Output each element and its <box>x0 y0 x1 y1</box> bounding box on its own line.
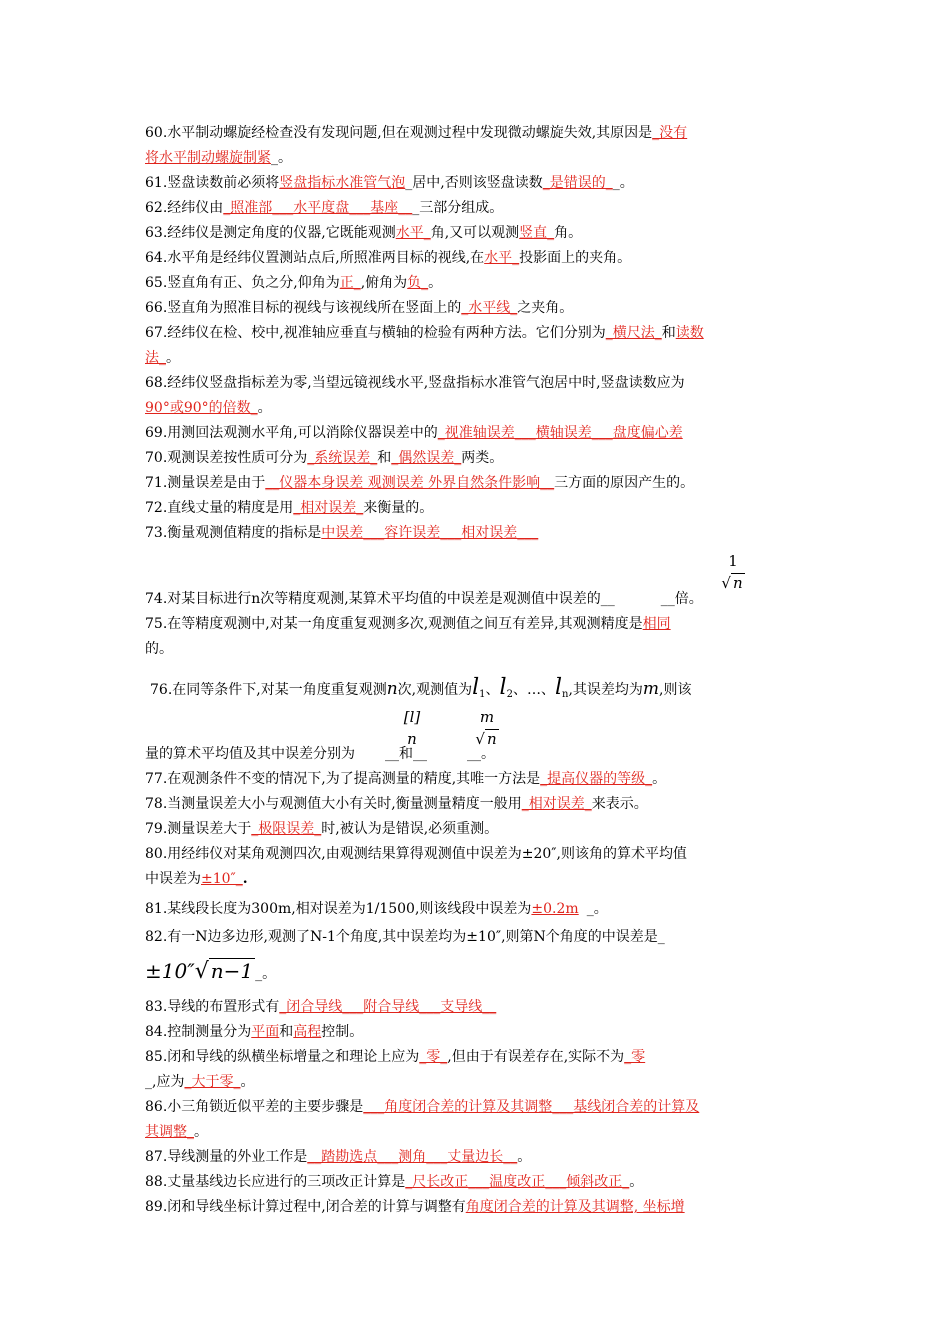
question-67: 67.经纬仪在检、校中,视准轴应垂直与横轴的检验有两种方法。它们分别为_横尺法_和读数 法_。 <box>145 325 704 366</box>
question-74: 74.对某目标进行n次等精度观测,某算术平均值的中误差是观测值中误差的__ __倍。 <box>145 591 703 607</box>
question-88: 88.丈量基线边长应进行的三项改正计算是_尺长改正___温度改正___倾斜改正_。 <box>145 1174 644 1190</box>
question-81: 81.某线段长度为300m,相对误差为1/1500,则该线段中误差为±0.2m _。 <box>145 901 608 917</box>
question-82: 82.有一N边多边形,观测了N-1个角度,其中误差均为±10″,则第N个角度的中误差是_ <box>145 929 665 945</box>
question-89: 89.闭和导线坐标计算过程中,闭合差的计算与调整有角度闭合差的计算及其调整, 坐标增 <box>145 1199 685 1215</box>
question-83: 83.导线的布置形式有_闭合导线___附合导线___支导线__ <box>145 999 497 1015</box>
question-60: 60.水平制动螺旋经检查没有发现问题,但在观测过程中发现微动螺旋失效,其原因是_没有 将水平制动螺旋制紧_。 <box>145 125 688 166</box>
question-66: 66.竖直角为照准目标的视线与该视线所在竖面上的_水平线_之夹角。 <box>145 300 574 316</box>
fraction-1-over-sqrt-n: 1 √ n <box>721 552 743 592</box>
question-82-formula: ±10″√ n−1 _。 <box>145 959 277 984</box>
fraction-m-over-sqrt-n: m √ n <box>475 708 497 748</box>
question-76: 76.在同等条件下,对某一角度重复观测n次,观测值为$l_1$、$l_2$、…、$l_n$,其误差均为m,则该 <box>150 675 692 700</box>
question-64: 64.水平角是经纬仪置测站点后,所照准两目标的视线,在水平_投影面上的夹角。 <box>145 250 632 266</box>
question-80: 80.用经纬仪对某角观测四次,由观测结果算得观测值中误差为±20″,则该角的算术平均值 中误差为±10″_. <box>145 846 687 887</box>
question-73: 73.衡量观测值精度的指标是中误差___容许误差___相对误差___ <box>145 525 539 541</box>
question-62: 62.经纬仪由_照准部___水平度盘___基座___三部分组成。 <box>145 200 504 216</box>
question-87: 87.导线测量的外业工作是__踏勘选点___测角___丈量边长__。 <box>145 1149 532 1165</box>
question-71: 71.测量误差是由于__仪器本身误差 观测误差 外界自然条件影响__三方面的原因产生的。 <box>145 475 695 491</box>
question-68: 68.经纬仪竖盘指标差为零,当望远镜视线水平,竖盘指标水准管气泡居中时,竖盘读数应为 90°或90°的倍数_。 <box>145 375 685 416</box>
question-78: 78.当测量误差大小与观测值大小有关时,衡量测量精度一般用_相对误差_来表示。 <box>145 796 648 812</box>
question-70: 70.观测误差按性质可分为_系统误差_和_偶然误差_两类。 <box>145 450 504 466</box>
question-65: 65.竖直角有正、负之分,仰角为正_,俯角为负_。 <box>145 275 443 291</box>
question-61: 61.竖盘读数前必须将竖盘指标水准管气泡_居中,否则该竖盘读数_是错误的__。 <box>145 175 634 191</box>
question-79: 79.测量误差大于_极限误差_时,被认为是错误,必须重测。 <box>145 821 499 837</box>
question-86: 86.小三角锁近似平差的主要步骤是___角度闭合差的计算及其调整___基线闭合差的计算及 其调整_。 <box>145 1099 700 1140</box>
question-84: 84.控制测量分为平面和高程控制。 <box>145 1024 364 1040</box>
question-72: 72.直线丈量的精度是用_相对误差_来衡量的。 <box>145 500 434 516</box>
question-69: 69.用测回法观测水平角,可以消除仪器误差中的_视准轴误差___横轴误差___盘度偏心差 <box>145 425 683 441</box>
question-76-line2: 量的算术平均值及其中误差分别为 __和__ __。 <box>145 746 495 762</box>
question-85: 85.闭和导线的纵横坐标增量之和理论上应为_零_,但由于有误差存在,实际不为_零 _,应为_大于零_。 <box>145 1049 646 1090</box>
question-63: 63.经纬仪是测定角度的仪器,它既能观测水平_角,又可以观测竖直_角。 <box>145 225 583 241</box>
question-75: 75.在等精度观测中,对某一角度重复观测多次,观测值之间互有差异,其观测精度是相同 的。 <box>145 616 671 657</box>
question-77: 77.在观测条件不变的情况下,为了提高测量的精度,其唯一方法是_提高仪器的等级_。 <box>145 771 667 787</box>
fraction-mean: [l] n <box>403 708 421 748</box>
